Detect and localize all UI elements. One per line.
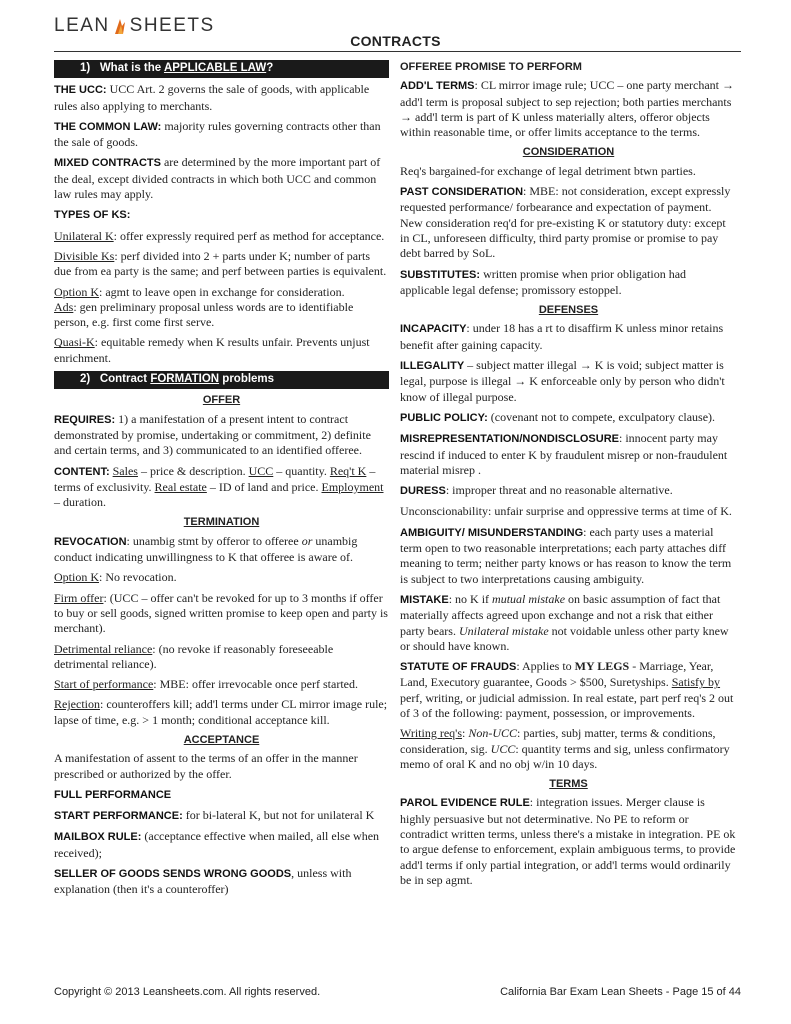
text: – subject matter illegal → K is void; subject matter is legal, purpose is illegal → K enforceable only by person who didn't know of illegal purpose. (400, 358, 725, 404)
term: PUBLIC POLICY: (400, 411, 488, 424)
text: - Marriage, Year, Land, Executory guarantee, Goods > $500, Suretyships. (400, 659, 714, 690)
para-acceptance: A manifestation of assent to the terms of an offer in the manner prescribed or authorized by the offer. (54, 751, 358, 781)
term: INCAPACITY (400, 323, 467, 336)
term: Req't K (329, 463, 367, 478)
term: START PERFORMANCE: (54, 810, 183, 823)
text: 1) a manifestation of a present intent to contract demonstrated by promise, undertaking or commitment, 2) definite and certain terms, and 3) communicated to an identified offeree. (54, 411, 371, 458)
term: THE COMMON LAW: (54, 120, 162, 133)
text: are determined by the more important part of the deal, except divided contracts in which both UCC and common law rules may apply. (54, 155, 381, 202)
term: PAST CONSIDERATION (400, 186, 524, 199)
text: : No revocation. (99, 570, 177, 585)
section-text: Contract (99, 373, 148, 386)
heading-consideration: CONSIDERATION (522, 146, 615, 159)
term: FULL PERFORMANCE (54, 788, 172, 801)
term: CONTENT: (54, 465, 110, 478)
header-divider (54, 51, 741, 52)
section-number: 2) (80, 373, 91, 386)
para-ads (54, 300, 389, 331)
text: : (no revoke if reasonably foreseeable detrimental reliance). (54, 641, 334, 671)
text: : each party uses a material term open to two reasonable interpretations; each party attaches diff meaning to term; neither party knows or has reason to know the term is subject to two interpretations causing ambiguity. (400, 524, 732, 586)
text: : MBE: offer irrevocable once perf started. (153, 677, 358, 692)
term: Firm offer (54, 590, 104, 605)
term: REQUIRES: (54, 413, 116, 426)
section-underlined: FORMATION (150, 373, 220, 386)
para-misrep (400, 431, 737, 478)
term: UCC (248, 463, 274, 478)
text: : innocent party may rescind if induced to enter K by fraudulent misrep or non-fraudulent material misrep . (400, 431, 728, 477)
heading-acceptance: ACCEPTANCE (183, 733, 260, 746)
para-statute-of-frauds (400, 659, 737, 721)
logo-text-right: SHEETS (129, 15, 215, 36)
para-mistake (400, 592, 737, 654)
text-italic: mutual mistake (492, 591, 566, 606)
para-option (54, 285, 389, 300)
text: : improper threat and no reasonable alternative. (445, 483, 673, 498)
text: : integration issues. Merger clause is highly persuasive but not determinative. No PE to reform or contradict written terms, unless there's a mistake in integration. PE ok to argue defense to enforcement, explain ambiguous terms, to provide add'l terms if only partial integration, or add'l terms would ordinarily be in sep agmt. (400, 795, 736, 887)
text: : (UCC – offer can't be revoked for up to 3 months if offer to buy or sell goods, signed written promise to keep open and party is merchant). (54, 590, 388, 636)
section-underlined: APPLICABLE LAW (163, 62, 267, 74)
para-past-consideration (400, 184, 737, 261)
text: – ID of land and price. (206, 479, 322, 494)
section-text: What is the (99, 62, 162, 74)
section-text: problems (222, 373, 275, 386)
text-italic: Non-UCC (468, 726, 518, 741)
text: – quantity. (273, 463, 330, 478)
para-common-law (54, 119, 389, 151)
term: REVOCATION (54, 535, 127, 548)
text: : CL mirror image rule; UCC – one party merchant → add'l term is proposal subject to sep rejection; both parties merchants → add'l term is part of K unless materially alters, offeror objects within reasonable time, or offer limits acceptance to the terms. (400, 78, 735, 140)
text: – terms of exclusivity. (54, 463, 376, 494)
section-text: ? (266, 62, 274, 74)
para-types (54, 207, 389, 223)
section-number: 1) (80, 62, 91, 74)
text-italic: Unilateral mistake (458, 623, 549, 638)
text: (acceptance effective when mailed, all else when received); (54, 829, 380, 860)
text: on basic assumption of fact that materially affects agreed upon exchange and not a risk that either party bears. (400, 591, 721, 638)
text: : parties, subj matter, terms & conditions, consideration, sig. (400, 726, 716, 756)
text: not voidable unless other party knew or should have known. (400, 623, 729, 653)
text: : counteroffers kill; add'l terms under CL mirror image rule; lapse of time, e.g. > 1 month; conditional acceptance kill. (54, 697, 388, 727)
text: : gen preliminary proposal unless words are to identifiable person, e.g. first come first serve. (54, 299, 354, 330)
para-unconscionability: Unconscionability: unfair surprise and oppressive terms at time of K. (400, 504, 732, 519)
text: : unambig stmt by offeror to offeree (126, 533, 302, 548)
text: – price & description. (137, 463, 249, 478)
text: : under 18 has a rt to disaffirm K unless minor retains benefit after gaining capacity. (400, 321, 724, 352)
para-addl-terms (400, 78, 737, 140)
text: (covenant not to compete, exculpatory clause). (487, 409, 716, 424)
term: MISTAKE (400, 593, 449, 606)
para-unilateral (54, 229, 389, 244)
term: MIXED CONTRACTS (54, 157, 161, 170)
term: SUBSTITUTES: (400, 268, 481, 281)
footer-copyright: Copyright © 2013 Leansheets.com. All rights reserved. (54, 986, 321, 998)
term: Sales (112, 463, 138, 478)
text: : no K if (448, 591, 493, 606)
para-seller (54, 866, 389, 898)
heading-offer: OFFER (202, 394, 241, 407)
para-duress (400, 483, 737, 499)
logo-text-left: LEAN (54, 15, 110, 36)
text: : equitable remedy when K results unfair. Prevents unjust enrichment. (54, 335, 370, 365)
para-ambiguity (400, 525, 737, 587)
term: AMBIGUITY/ MISUNDERSTANDING (400, 526, 584, 539)
text: : MBE: not consideration, except expressly requested performance/ forbearance and expectation of payment. New consideration req'd for pre-existing K or statutory duty: except in CL, unforeseen difficulty, third party promise or promise to pay debt barred by SoL. (400, 184, 731, 261)
text: : perf divided into 2 + parts under K; number of parts due from ea party is the same; and perf between parties is equivalent. (54, 248, 387, 279)
term: Option K (54, 570, 99, 585)
para-option-k (54, 570, 389, 585)
term: ILLEGALITY (400, 360, 465, 373)
heading-defenses: DEFENSES (538, 304, 599, 317)
term: STATUTE OF FRAUDS (400, 661, 517, 674)
term: TYPES OF KS: (54, 209, 131, 222)
para-revocation (54, 534, 389, 566)
para-start-performance (54, 808, 389, 824)
para-content (54, 464, 389, 511)
para-requires (54, 412, 389, 459)
para-full-perf (54, 787, 389, 803)
text: written promise when prior obligation had applicable legal defense; promissory estoppel. (400, 266, 687, 297)
text: : Applies to (516, 659, 575, 674)
term: ADD'L TERMS (400, 80, 475, 93)
section-applicable-law (54, 60, 389, 78)
text: : offer expressly required perf as method for acceptance. (113, 228, 385, 243)
text: – duration. (54, 495, 106, 510)
page-title: CONTRACTS (350, 33, 441, 49)
text: : quantity terms and sig, unless confirmatory memo of oral K and no obj w/in 10 days. (400, 741, 730, 771)
text: for bi-lateral K, but not for unilateral K (182, 808, 375, 823)
para-parol-evidence (400, 795, 737, 888)
para-public-policy (400, 410, 737, 426)
para-mailbox (54, 829, 389, 861)
term: Option K (54, 284, 99, 299)
text: : (462, 726, 469, 741)
section-formation (54, 371, 389, 389)
term: Real estate (154, 479, 207, 494)
para-start-perf (54, 677, 389, 692)
left-column (54, 60, 389, 903)
para-writing-reqs (400, 726, 737, 772)
para-quasi (54, 335, 389, 366)
term: DURESS (400, 485, 446, 498)
term: Satisfy by (671, 675, 721, 690)
para-rejection (54, 697, 389, 728)
term: Employment (321, 479, 384, 494)
term: Rejection (54, 697, 100, 712)
right-column (400, 60, 737, 893)
text: unambig conduct indicating unwillingness to K that offeree is aware of. (54, 533, 358, 565)
para-mixed (54, 155, 389, 202)
para-detrimental (54, 642, 389, 673)
text: perf, writing, or judicial admission. In real estate, part perf req's 2 out of 3 of the following: payment, possession, or improvements. (400, 690, 734, 720)
term: Ads (54, 299, 74, 314)
heading-termination: TERMINATION (183, 516, 260, 529)
para-firm-offer (54, 591, 389, 637)
para-consideration: Req's bargained-for exchange of legal detriment btwn parties. (400, 163, 696, 178)
heading-offeree-promise: OFFEREE PROMISE TO PERFORM (400, 61, 582, 73)
term: SELLER OF GOODS SENDS WRONG GOODS (54, 868, 292, 881)
text-italic: UCC (490, 741, 516, 756)
term: Detrimental reliance (54, 641, 153, 656)
term: THE UCC: (54, 84, 107, 97)
term: MAILBOX RULE: (54, 831, 142, 844)
text-italic: or (301, 533, 313, 548)
term: Divisible Ks (54, 248, 115, 263)
term: PAROL EVIDENCE RULE (400, 797, 530, 810)
term: Writing req's (400, 726, 462, 741)
para-illegality (400, 358, 737, 405)
footer-page-info: California Bar Exam Lean Sheets - Page 15 of 44 (500, 986, 741, 998)
text-bold: MY LEGS (574, 659, 630, 674)
term: MISREPRESENTATION/NONDISCLOSURE (400, 433, 619, 446)
para-incapacity (400, 321, 737, 353)
para-ucc (54, 82, 389, 114)
text: majority rules governing contracts other than the sale of goods. (54, 118, 381, 150)
term: Quasi-K (54, 335, 95, 350)
text: , unless with explanation (then it's a counteroffer) (54, 866, 352, 897)
text: UCC Art. 2 governs the sale of goods, with applicable rules also applying to merchants. (54, 82, 370, 113)
term: Unilateral K (54, 228, 114, 243)
heading-terms: TERMS (549, 778, 588, 791)
para-divisible (54, 249, 389, 280)
text: : agmt to leave open in exchange for consideration. (99, 284, 345, 299)
para-substitutes (400, 267, 737, 299)
term: Start of performance (54, 677, 154, 692)
